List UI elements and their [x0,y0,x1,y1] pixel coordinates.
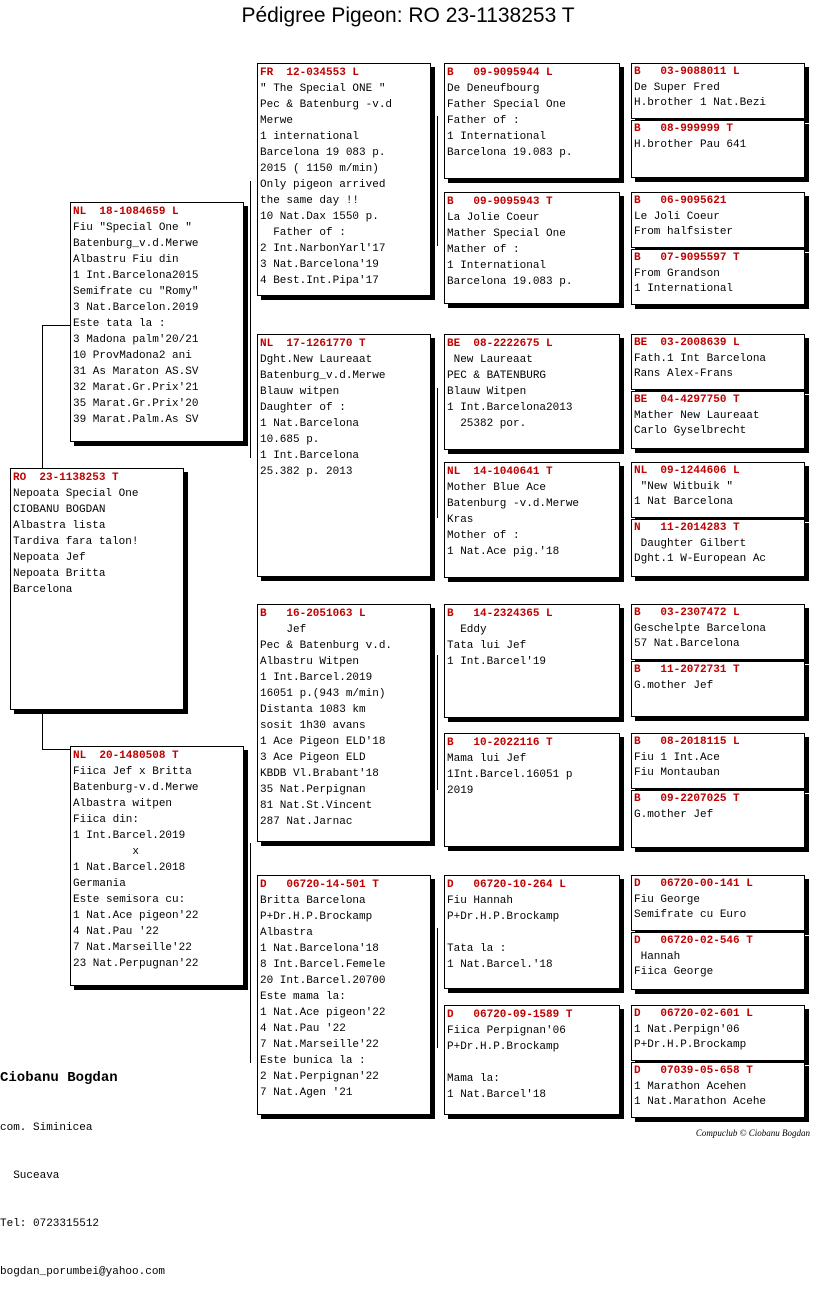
pigeon-card-dam-sire [257,604,431,842]
pigeon-notes: Fiu George Semifrate cu Euro [634,894,747,921]
pigeon-card-gggp-7 [631,462,805,518]
pigeon-notes: 1 Marathon Acehen 1 Nat.Marathon Acehe [634,1081,767,1108]
pigeon-notes: 1 Nat.Perpign'06 P+Dr.H.P.Brockamp [634,1024,747,1051]
ring-number: D 06720-02-546 T [634,935,753,947]
owner-email: bogdan_porumbei@yahoo.com [0,1266,166,1278]
owner-info [0,1036,165,1296]
pigeon-card-ggp-8 [444,1005,620,1115]
ring-number: B 03-9088011 L [634,66,740,78]
ring-number: B 09-2207025 T [634,793,740,805]
pigeon-card-sire-sire [257,63,431,296]
pigeon-notes: " The Special ONE " Pec & Batenburg -v.d Merwe 1 international Barcelona 19 083 p. 2015 ( 1150 m/min) Only pigeon arrived the same day !! 10 Nat.Dax 1550 p. Father of : 2 Int.NarbonYarl'17 3 Nat.Barcelona'19 4 Best.Int.Pipa'17 [260,83,393,287]
ring-number: BE 03-2008639 L [634,337,740,349]
pigeon-notes: Le Joli Coeur From halfsister [634,211,734,238]
ring-number: B 10-2022116 T [447,737,553,749]
pigeon-card-gggp-10 [631,661,805,717]
pigeon-card-gggp-11 [631,733,805,789]
pigeon-notes: New Laureaat PEC & BATENBURG Blauw Witpen 1 Int.Barcelona2013 25382 por. [447,354,573,430]
pigeon-notes: Nepoata Special One CIOBANU BOGDAN Albastra lista Tardiva fara talon! Nepoata Jef Nepoata Britta Barcelona [13,488,139,596]
ring-number: B 06-9095621 [634,195,727,207]
pigeon-notes: Fiu Hannah P+Dr.H.P.Brockamp Tata la : 1 Nat.Barcel.'18 [447,895,560,971]
connector-line [42,325,70,326]
pigeon-card-gggp-14 [631,932,805,990]
owner-address-line2: Suceava [0,1170,60,1182]
pigeon-card-gggp-2 [631,120,805,178]
ring-number: B 14-2324365 L [447,608,553,620]
pigeon-card-gggp-8 [631,519,805,577]
ring-number: D 07039-05-658 T [634,1065,753,1077]
pigeon-card-gggp-4 [631,249,805,305]
pigeon-card-ggp-5 [444,604,620,718]
pigeon-notes: Mama lui Jef 1Int.Barcel.16051 p 2019 [447,753,573,797]
ring-number: NL 20-1480508 T [73,750,179,762]
pigeon-card-gggp-16 [631,1062,805,1118]
ring-number: B 16-2051063 L [260,608,366,620]
pigeon-card-dam-dam [257,875,431,1115]
pigeon-card-ggp-4 [444,462,620,578]
ring-number: D 06720-10-264 L [447,879,566,891]
pigeon-card-sire [70,202,244,442]
connector-line [437,928,438,1048]
page-title: Pédigree Pigeon: RO 23-1138253 T [241,4,575,27]
pigeon-card-dam [70,746,244,986]
ring-number: D 06720-09-1589 T [447,1009,573,1021]
pigeon-notes: "New Witbuik " 1 Nat Barcelona [634,481,734,508]
pigeon-notes: Geschelpte Barcelona 57 Nat.Barcelona [634,623,767,650]
pigeon-notes: Eddy Tata lui Jef 1 Int.Barcel'19 [447,624,547,668]
pigeon-notes: Jef Pec & Batenburg v.d. Albastru Witpen 1 Int.Barcel.2019 16051 p.(943 m/min) Distanta 1083 km sosit 1h30 avans 1 Ace Pigeon ELD'18 3 Ace Pigeon ELD KBDB Vl.Brabant'18 35 Nat.Perpignan 81 Nat.St.Vincent 287 Nat.Jarnac [260,624,393,828]
pigeon-notes: La Jolie Coeur Mather Special One Mather of : 1 International Barcelona 19.083 p. [447,212,573,288]
ring-number: B 11-2072731 T [634,664,740,676]
ring-number: B 08-2018115 L [634,736,740,748]
connector-line [42,749,70,750]
pigeon-card-ggp-2 [444,192,620,304]
ring-number: RO 23-1138253 T [13,472,119,484]
ring-number: BE 04-4297750 T [634,394,740,406]
pigeon-notes: H.brother Pau 641 [634,139,747,151]
connector-line [42,325,43,470]
ring-number: NL 14-1040641 T [447,466,553,478]
pigeon-card-ggp-1 [444,63,620,179]
owner-address-line1: com. Siminicea [0,1122,93,1134]
pigeon-card-ggp-6 [444,733,620,847]
pigeon-card-gggp-3 [631,192,805,248]
pigeon-notes: From Grandson 1 International [634,268,734,295]
ring-number: B 09-9095944 L [447,67,553,79]
pigeon-card-gggp-12 [631,790,805,848]
pigeon-notes: Fiu "Special One " Batenburg_v.d.Merwe Albastru Fiu din 1 Int.Barcelona2015 Semifrate cu "Romy" 3 Nat.Barcelon.2019 Este tata la : 3 Madona palm'20/21 10 ProvMadona2 ani 31 As Maraton AS.SV 32 Marat.Gr.Prix'21 35 Marat.Gr.Prix'20 39 Marat.Palm.As SV [73,222,199,426]
owner-phone: Tel: 0723315512 [0,1218,100,1230]
pigeon-notes: Daughter Gilbert Dght.1 W-European Ac [634,538,767,565]
pigeon-card-gggp-1 [631,63,805,119]
pigeon-notes: De Deneufbourg Father Special One Father of : 1 International Barcelona 19.083 p. [447,83,573,159]
pigeon-notes: Fiica Perpignan'06 P+Dr.H.P.Brockamp Mama la: 1 Nat.Barcel'18 [447,1025,566,1101]
pigeon-card-gggp-15 [631,1005,805,1061]
ring-number: NL 17-1261770 T [260,338,366,350]
ring-number: N 11-2014283 T [634,522,740,534]
pigeon-card-subject [10,468,184,710]
pigeon-notes: De Super Fred H.brother 1 Nat.Bezi [634,82,767,109]
pigeon-card-sire-dam [257,334,431,577]
ring-number: B 09-9095943 T [447,196,553,208]
ring-number: B 03-2307472 L [634,607,740,619]
connector-line [437,655,438,790]
ring-number: D 06720-00-141 L [634,878,753,890]
pigeon-notes: Fiica Jef x Britta Batenburg-v.d.Merwe Albastra witpen Fiica din: 1 Int.Barcel.2019 x 1 Nat.Barcel.2018 Germania Este semisora cu: 1 Nat.Ace pigeon'22 4 Nat.Pau '22 7 Nat.Marseille'22 23 Nat.Perpugnan'22 [73,766,199,970]
ring-number: B 07-9095597 T [634,252,740,264]
pigeon-notes: Fiu 1 Int.Ace Fiu Montauban [634,752,720,779]
pigeon-notes: Mather New Laureaat Carlo Gyselbrecht [634,410,760,437]
pigeon-notes: Mother Blue Ace Batenburg -v.d.Merwe Kras Mother of : 1 Nat.Ace pig.'18 [447,482,580,558]
pigeon-notes: Hannah Fiica George [634,951,714,978]
pigeon-card-gggp-5 [631,334,805,390]
pigeon-card-ggp-3 [444,334,620,450]
owner-name: Ciobanu Bogdan [0,1070,118,1086]
connector-line [437,116,438,246]
pigeon-card-gggp-13 [631,875,805,931]
ring-number: D 06720-02-601 L [634,1008,753,1020]
pigeon-notes: G.mother Jef [634,680,714,692]
pigeon-card-gggp-6 [631,391,805,449]
ring-number: D 06720-14-501 T [260,879,379,891]
pigeon-card-ggp-7 [444,875,620,989]
connector-line [250,843,251,1063]
pigeon-notes: G.mother Jef [634,809,714,821]
pigeon-card-gggp-9 [631,604,805,660]
pigeon-notes: Dght.New Laureaat Batenburg_v.d.Merwe Blauw witpen Daughter of : 1 Nat.Barcelona 10.685 p. 1 Int.Barcelona 25.382 p. 2013 [260,354,386,478]
footer-credit: Compuclub © Ciobanu Bogdan [695,1128,810,1138]
ring-number: B 08-999999 T [634,123,734,135]
ring-number: BE 08-2222675 L [447,338,553,350]
pigeon-notes: Fath.1 Int Barcelona Rans Alex-Frans [634,353,767,380]
ring-number: NL 18-1084659 L [73,206,179,218]
connector-line [250,181,251,458]
connector-line [437,388,438,518]
connector-line [42,713,43,749]
ring-number: NL 09-1244606 L [634,465,740,477]
ring-number: FR 12-034553 L [260,67,360,79]
pigeon-notes: Britta Barcelona P+Dr.H.P.Brockamp Albastra 1 Nat.Barcelona'18 8 Int.Barcel.Femele 20 Int.Barcel.20700 Este mama la: 1 Nat.Ace pigeon'22 4 Nat.Pau '22 7 Nat.Marseille'22 Este bunica la : 2 Nat.Perpignan'22 7 Nat.Agen '21 [260,895,386,1099]
